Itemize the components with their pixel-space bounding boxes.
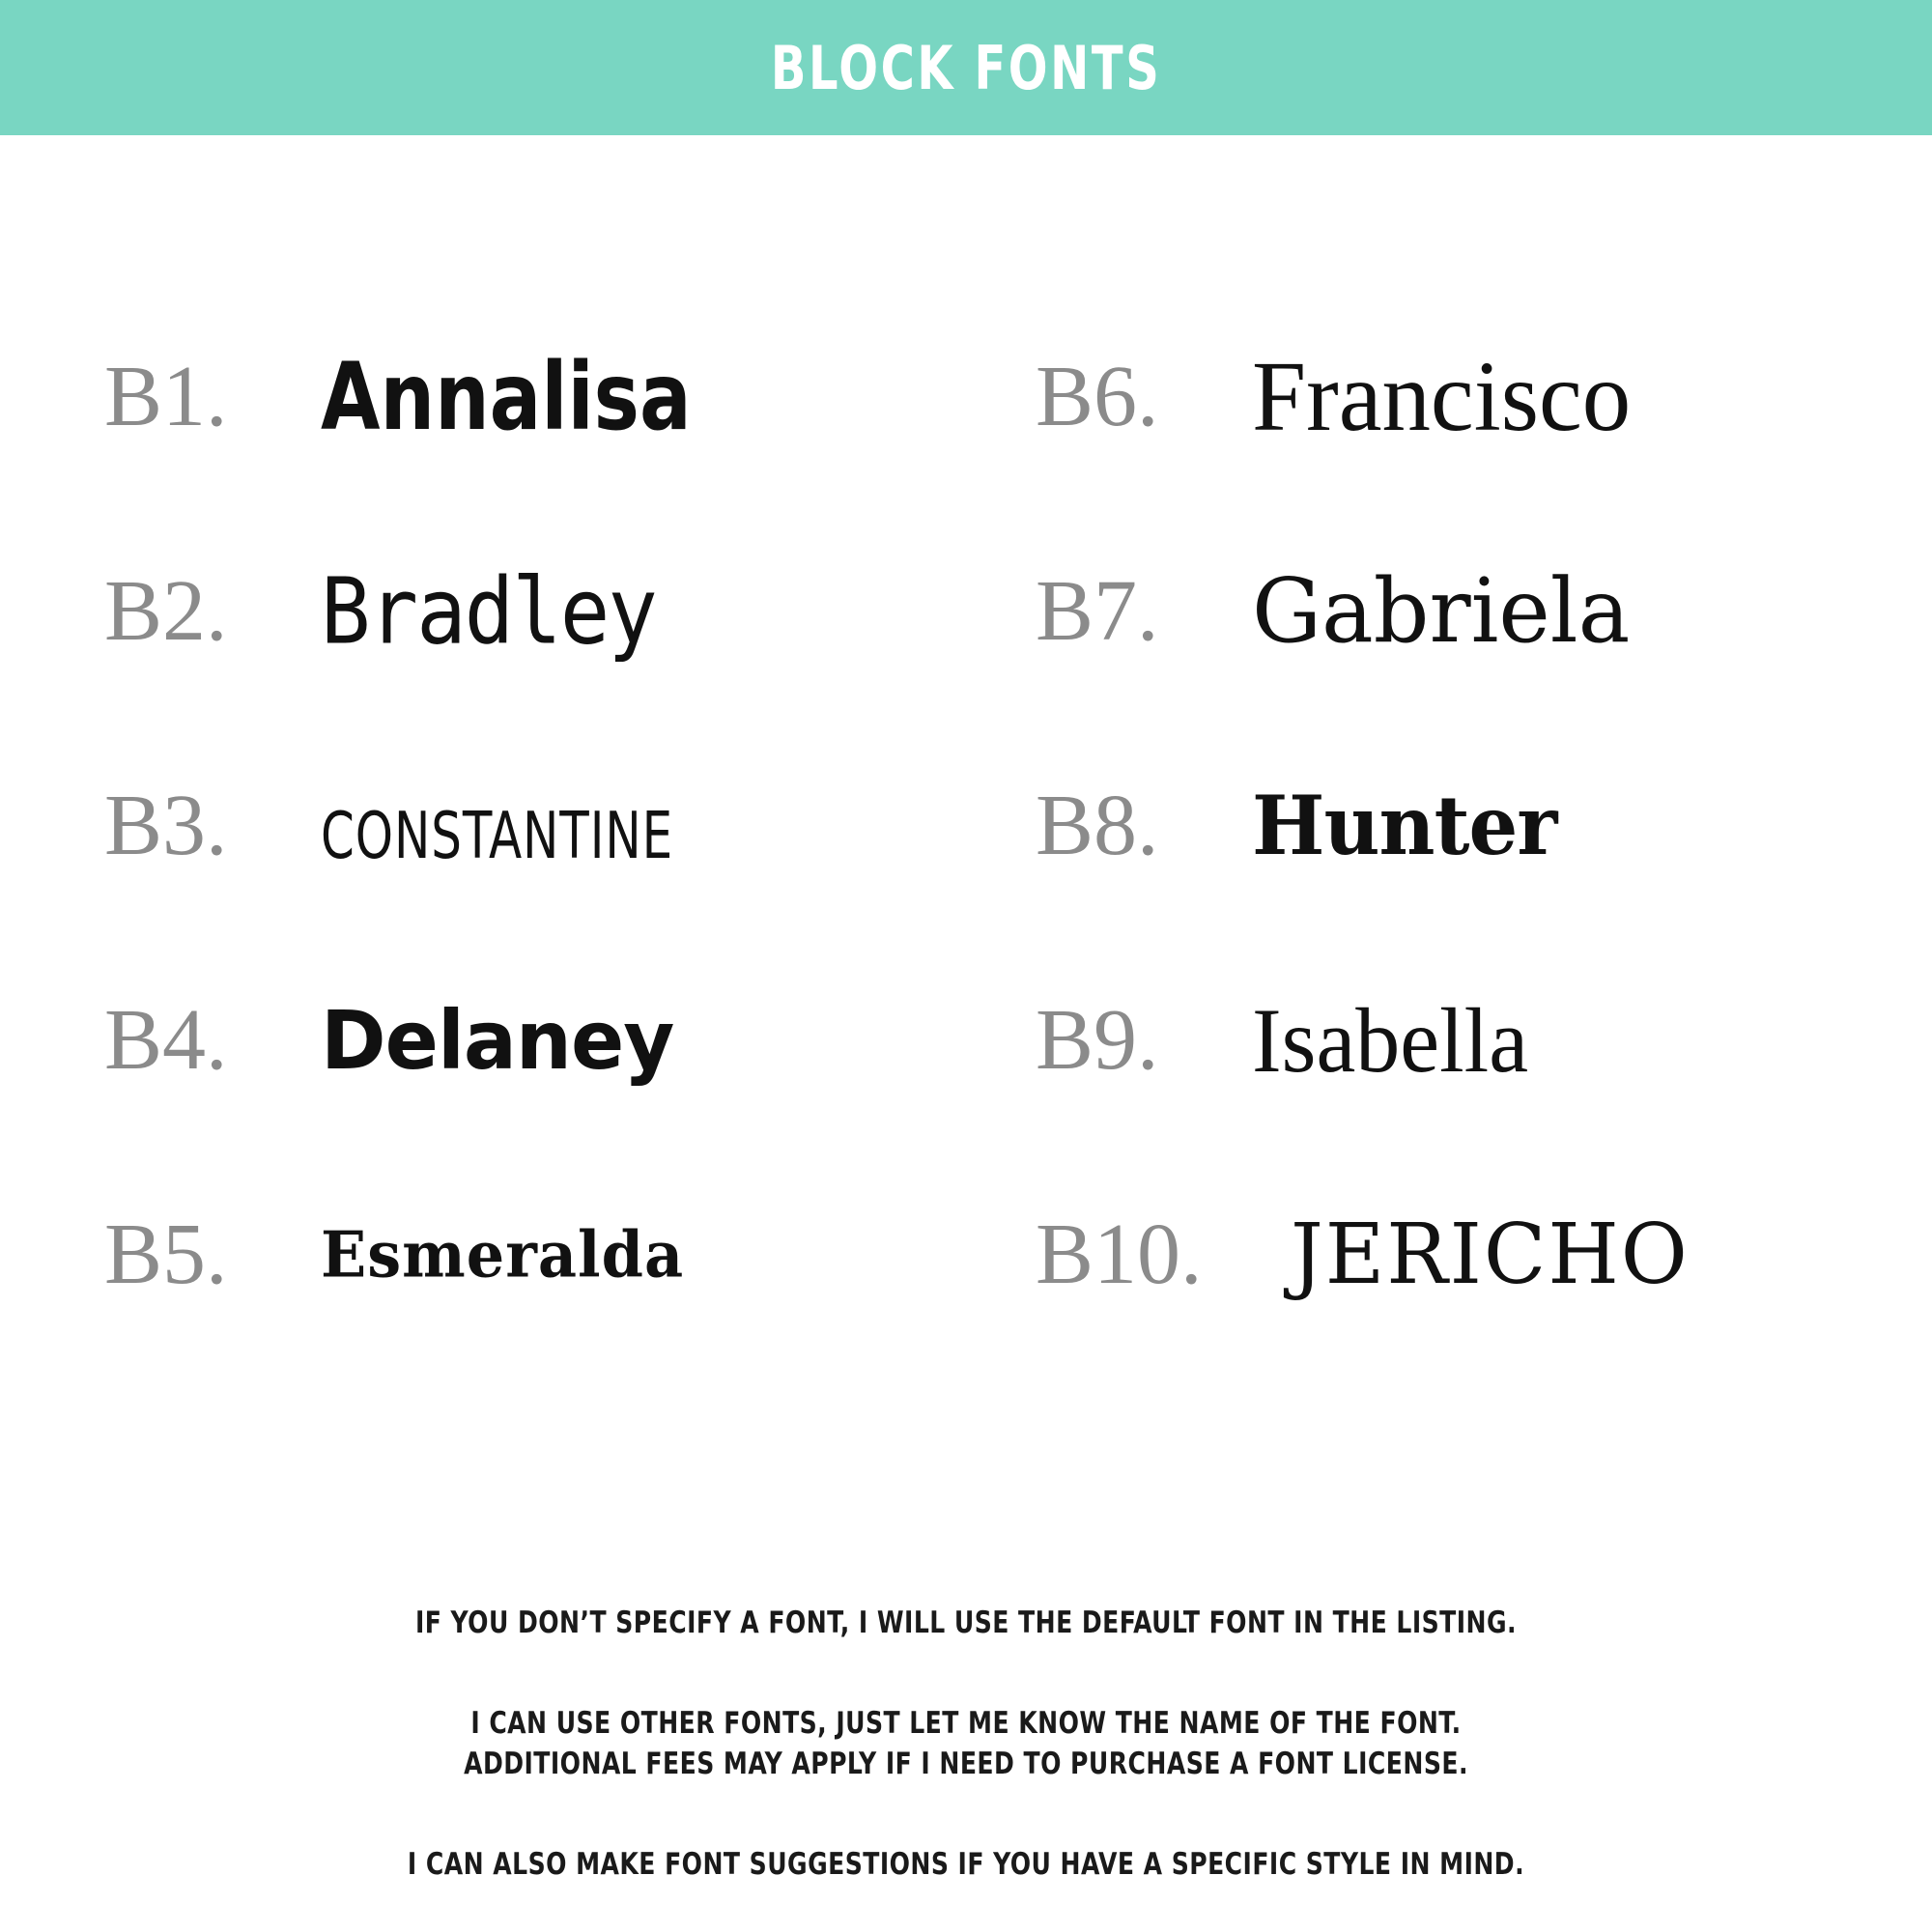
font-code-b10: B10. <box>1036 1207 1203 1302</box>
font-sample-isabella: Isabella <box>1252 988 1529 1093</box>
font-code-b3: B3. <box>104 778 228 873</box>
font-option-b1[interactable] <box>0 290 966 504</box>
font-option-b3[interactable] <box>0 719 966 933</box>
page-title: BLOCK FONTS <box>770 32 1162 103</box>
font-sample-delaney: Delaney <box>321 993 674 1088</box>
font-sample-jericho: JERICHO <box>1291 1207 1690 1303</box>
font-sample-constantine: constantine <box>321 772 674 880</box>
font-option-b6[interactable] <box>966 290 1932 504</box>
footer-line-suggestions: I CAN ALSO MAKE FONT SUGGESTIONS IF YOU HAVE A SPECIFIC STYLE IN MIND. <box>407 1846 1525 1882</box>
font-code-b4: B4. <box>104 992 228 1088</box>
font-option-b2[interactable] <box>0 504 966 719</box>
font-option-b10[interactable] <box>966 1148 1932 1362</box>
font-code-b9: B9. <box>1036 992 1159 1088</box>
footer-line-default-font: IF YOU DON’T SPECIFY A FONT, I WILL USE THE DEFAULT FONT IN THE LISTING. <box>414 1605 1518 1640</box>
font-code-b5: B5. <box>104 1207 228 1302</box>
font-code-b8: B8. <box>1036 778 1159 873</box>
font-sample-francisco: Francisco <box>1252 341 1632 452</box>
font-code-b2: B2. <box>104 563 228 659</box>
font-sample-gabriela: Gabriela <box>1252 559 1631 663</box>
font-option-b8[interactable] <box>966 719 1932 933</box>
font-option-b9[interactable] <box>966 933 1932 1148</box>
font-sample-hunter: Hunter <box>1252 778 1557 873</box>
font-option-b5[interactable] <box>0 1148 966 1362</box>
font-code-b1: B1. <box>104 349 228 444</box>
font-option-b4[interactable] <box>0 933 966 1148</box>
header-banner <box>0 0 1932 135</box>
font-list <box>0 290 1932 1362</box>
font-code-b6: B6. <box>1036 349 1159 444</box>
footer-line-other-fonts: I CAN USE OTHER FONTS, JUST LET ME KNOW THE NAME OF THE FONT. <box>470 1705 1462 1741</box>
font-sample-esmeralda: Esmeralda <box>321 1216 685 1293</box>
font-code-b7: B7. <box>1036 563 1159 659</box>
footer-line-license-fee: ADDITIONAL FEES MAY APPLY IF I NEED TO PURCHASE A FONT LICENSE. <box>464 1746 1468 1781</box>
font-option-b7[interactable] <box>966 504 1932 719</box>
font-sample-bradley: Bradley <box>321 558 656 665</box>
footer-notes <box>0 1604 1932 1885</box>
font-sample-annalisa: Annalisa <box>321 343 692 451</box>
